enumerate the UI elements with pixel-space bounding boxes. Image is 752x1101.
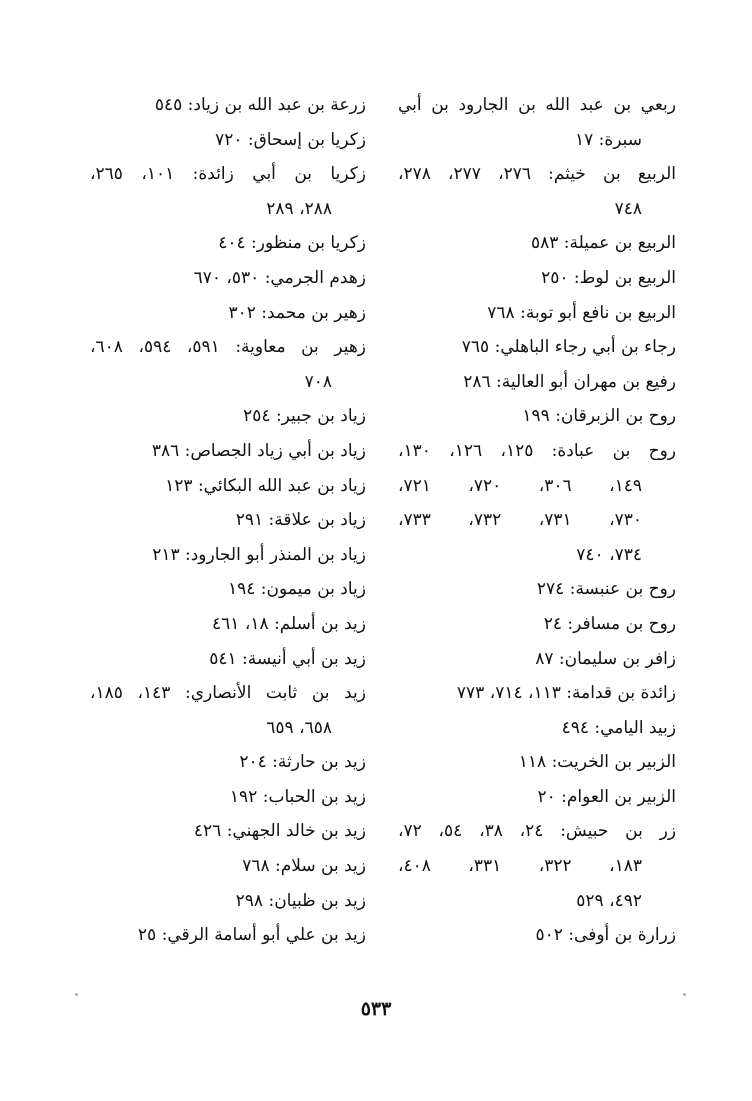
index-entry: زر بن حبيش: ٢٤، ٣٨، ٥٤، ٧٢، [398, 821, 677, 842]
index-entry: زيد بن ثابت الأنصاري: ١٤٣، ١٨٥، [90, 683, 366, 704]
index-entry: زيد بن أسلم: ١٨، ٤٦١ [212, 613, 366, 634]
index-entry: الربيع بن نافع أبو توبة: ٧٦٨ [487, 302, 676, 323]
index-entry: زهير بن معاوية: ٥٩١، ٥٩٤، ٦٠٨، [90, 337, 367, 358]
index-entry: روح بن الزبرقان: ١٩٩ [522, 406, 676, 427]
index-entry: زيد بن ظبيان: ٢٩٨ [235, 890, 366, 911]
index-column-right [398, 88, 676, 953]
index-entry: زرارة بن أوفى: ٥٠٢ [535, 925, 676, 946]
index-entry-continuation: ٧٠٨ [304, 371, 332, 392]
page-number: ٥٣٣ [360, 998, 392, 1020]
index-entry-continuation: سبرة: ١٧ [574, 129, 642, 150]
index-entry: زياد بن عبد الله البكائي: ١٢٣ [165, 475, 366, 496]
index-entry: الربيع بن لوط: ٢٥٠ [541, 267, 676, 288]
scan-mark [683, 993, 686, 996]
index-entry: زياد بن جبير: ٢٥٤ [243, 406, 366, 427]
index-entry: زيد بن علي أبو أسامة الرقي: ٢٥ [137, 925, 366, 946]
index-entry: روح بن عبادة: ١٢٥، ١٢٦، ١٣٠، [398, 440, 677, 461]
index-entry: الربيع بن عميلة: ٥٨٣ [530, 233, 676, 254]
index-entry: زياد بن المنذر أبو الجارود: ٢١٣ [152, 544, 366, 565]
index-entry: الربيع بن خيثم: ٢٧٦، ٢٧٧، ٢٧٨، [398, 164, 677, 185]
index-entry-continuation: ٤٩٢، ٥٢٩ [576, 890, 642, 911]
index-entry: زيد بن أبي أنيسة: ٥٤١ [209, 648, 366, 669]
index-entry: رفيع بن مهران أبو العالية: ٢٨٦ [463, 371, 676, 392]
index-entry: زكريا بن إسحاق: ٧٢٠ [215, 129, 366, 150]
index-entry: زياد بن ميمون: ١٩٤ [227, 579, 366, 600]
index-entry: الزبير بن العوام: ٢٠ [537, 786, 676, 807]
index-entry: زيد بن سلام: ٧٦٨ [242, 856, 366, 877]
index-entry: روح بن مسافر: ٢٤ [543, 613, 676, 634]
index-entry-continuation: ١٤٩، ٣٠٦، ٧٢٠، ٧٢١، [398, 475, 643, 496]
index-entry: زرعة بن عبد الله بن زياد: ٥٤٥ [154, 95, 366, 115]
index-entry-continuation: ٢٨٨، ٢٨٩ [266, 198, 332, 219]
index-entry-continuation: ١٨٣، ٣٢٢، ٣٣١، ٤٠٨، [398, 856, 643, 877]
index-column-left [90, 88, 366, 953]
index-entry-continuation: ٧٤٨ [614, 198, 642, 219]
index-entry: زيد بن الحباب: ١٩٢ [229, 786, 366, 807]
scan-mark [75, 993, 78, 996]
index-entry-continuation: ٧٣٤، ٧٤٠ [576, 544, 642, 565]
index-entry: زهدم الجرمي: ٥٣٠، ٦٧٠ [193, 267, 366, 288]
index-entry: زكريا بن منظور: ٤٠٤ [218, 233, 366, 254]
index-entry: الزبير بن الخريت: ١١٨ [518, 752, 676, 773]
index-entry: ربعي بن عبد الله بن الجارود بن أبي [398, 95, 676, 115]
index-entry: زكريا بن أبي زائدة: ١٠١، ٢٦٥، [90, 164, 366, 185]
index-entry: زياد بن أبي زياد الجصاص: ٣٨٦ [151, 440, 366, 461]
index-entry-continuation: ٦٥٨، ٦٥٩ [266, 717, 332, 738]
index-entry: زيد بن حارثة: ٢٠٤ [239, 752, 366, 773]
index-entry: زهير بن محمد: ٣٠٢ [228, 302, 366, 323]
index-entry: زائدة بن قدامة: ١١٣، ٧١٤، ٧٧٣ [456, 683, 676, 704]
index-entry-continuation: ٧٣٠، ٧٣١، ٧٣٢، ٧٣٣، [398, 510, 643, 531]
index-entry: زافر بن سليمان: ٨٧ [535, 648, 676, 669]
index-entry: زياد بن علاقة: ٢٩١ [235, 510, 366, 531]
index-entry: زيد بن خالد الجهني: ٤٢٦ [193, 821, 366, 842]
index-entry: رجاء بن أبي رجاء الباهلي: ٧٦٥ [461, 337, 676, 358]
index-entry: روح بن عنبسة: ٢٧٤ [536, 579, 676, 600]
index-entry: زبيد اليامي: ٤٩٤ [561, 717, 676, 738]
